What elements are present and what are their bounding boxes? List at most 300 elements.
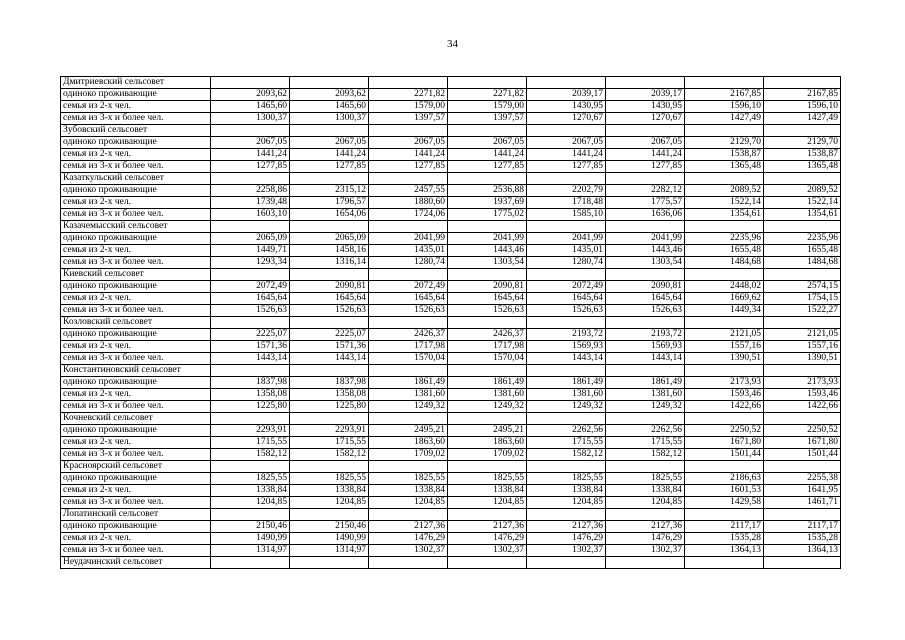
empty-cell (527, 269, 606, 281)
row-label: одиноко проживающие (61, 329, 211, 341)
value-cell: 1775,57 (606, 197, 685, 209)
empty-cell (527, 557, 606, 569)
value-cell: 1270,67 (527, 113, 606, 125)
value-cell: 2093,62 (290, 89, 369, 101)
empty-cell (211, 413, 290, 425)
row-label: семья из 2-х чел. (61, 245, 211, 257)
value-cell: 2293,91 (211, 425, 290, 437)
table-row (61, 113, 841, 125)
value-cell: 1435,01 (369, 245, 448, 257)
section-title: Казаткульский сельсовет (61, 173, 211, 185)
table-row (61, 497, 841, 509)
empty-cell (685, 509, 764, 521)
value-cell: 1538,87 (764, 149, 841, 161)
value-cell: 2090,81 (448, 281, 527, 293)
value-cell: 2495,21 (369, 425, 448, 437)
value-cell: 1526,63 (369, 305, 448, 317)
value-cell: 1538,87 (685, 149, 764, 161)
value-cell: 1302,37 (448, 545, 527, 557)
value-cell: 1303,54 (448, 257, 527, 269)
table-row (61, 425, 841, 437)
value-cell: 1796,57 (290, 197, 369, 209)
table-row (61, 485, 841, 497)
value-cell: 2127,36 (606, 521, 685, 533)
value-cell: 1526,63 (211, 305, 290, 317)
value-cell: 2041,99 (527, 233, 606, 245)
row-label: семья из 2-х чел. (61, 101, 211, 113)
value-cell: 1669,62 (685, 293, 764, 305)
row-label: семья из 3-х и более чел. (61, 449, 211, 461)
value-cell: 1381,60 (369, 389, 448, 401)
table-row (61, 257, 841, 269)
value-cell: 1593,46 (764, 389, 841, 401)
section-header-row (61, 461, 841, 473)
row-label: семья из 2-х чел. (61, 533, 211, 545)
value-cell: 1441,24 (527, 149, 606, 161)
value-cell: 2041,99 (606, 233, 685, 245)
value-cell: 2041,99 (369, 233, 448, 245)
value-cell: 2093,62 (211, 89, 290, 101)
value-cell: 1754,15 (764, 293, 841, 305)
value-cell: 1204,85 (211, 497, 290, 509)
empty-cell (527, 461, 606, 473)
row-label: одиноко проживающие (61, 137, 211, 149)
value-cell: 2117,17 (685, 521, 764, 533)
row-label: семья из 3-х и более чел. (61, 545, 211, 557)
value-cell: 1381,60 (606, 389, 685, 401)
empty-cell (448, 365, 527, 377)
value-cell: 1641,95 (764, 485, 841, 497)
value-cell: 2235,96 (764, 233, 841, 245)
value-cell: 1861,49 (527, 377, 606, 389)
empty-cell (369, 125, 448, 137)
empty-cell (448, 461, 527, 473)
empty-cell (290, 77, 369, 89)
value-cell: 1579,00 (448, 101, 527, 113)
value-cell: 1593,46 (685, 389, 764, 401)
value-cell: 1557,16 (764, 341, 841, 353)
value-cell: 1422,66 (764, 401, 841, 413)
value-cell: 1654,06 (290, 209, 369, 221)
empty-cell (448, 557, 527, 569)
empty-cell (290, 173, 369, 185)
value-cell: 1636,06 (606, 209, 685, 221)
table-row (61, 89, 841, 101)
value-cell: 1204,85 (448, 497, 527, 509)
section-header-row (61, 125, 841, 137)
value-cell: 1461,71 (764, 497, 841, 509)
value-cell: 2090,81 (606, 281, 685, 293)
table-row (61, 353, 841, 365)
value-cell: 1596,10 (685, 101, 764, 113)
table-row (61, 149, 841, 161)
value-cell: 1270,67 (606, 113, 685, 125)
value-cell: 1582,12 (211, 449, 290, 461)
empty-cell (685, 173, 764, 185)
value-cell: 1443,14 (606, 353, 685, 365)
empty-cell (527, 125, 606, 137)
value-cell: 1441,24 (369, 149, 448, 161)
section-header-row (61, 77, 841, 89)
table-row (61, 197, 841, 209)
value-cell: 1465,60 (211, 101, 290, 113)
empty-cell (764, 317, 841, 329)
value-cell: 2225,07 (211, 329, 290, 341)
section-header-row (61, 557, 841, 569)
empty-cell (369, 365, 448, 377)
value-cell: 1338,84 (290, 485, 369, 497)
value-cell: 1522,14 (685, 197, 764, 209)
value-cell: 2089,52 (764, 185, 841, 197)
section-title: Козловский сельсовет (61, 317, 211, 329)
value-cell: 1937,69 (448, 197, 527, 209)
value-cell: 2072,49 (211, 281, 290, 293)
empty-cell (290, 125, 369, 137)
empty-cell (606, 365, 685, 377)
empty-cell (369, 413, 448, 425)
value-cell: 1570,04 (369, 353, 448, 365)
value-cell: 1715,55 (290, 437, 369, 449)
value-cell: 1582,12 (527, 449, 606, 461)
value-cell: 1861,49 (448, 377, 527, 389)
value-cell: 1825,55 (211, 473, 290, 485)
value-cell: 1302,37 (527, 545, 606, 557)
empty-cell (211, 557, 290, 569)
row-label: семья из 2-х чел. (61, 341, 211, 353)
value-cell: 1557,16 (685, 341, 764, 353)
value-cell: 2129,70 (764, 137, 841, 149)
table-row (61, 101, 841, 113)
value-cell: 2448,02 (685, 281, 764, 293)
value-cell: 2235,96 (685, 233, 764, 245)
section-header-row (61, 509, 841, 521)
table-row (61, 293, 841, 305)
empty-cell (448, 173, 527, 185)
tariff-table (60, 76, 841, 569)
row-label: семья из 3-х и более чел. (61, 113, 211, 125)
table-row (61, 329, 841, 341)
value-cell: 1338,84 (527, 485, 606, 497)
row-label: семья из 3-х и более чел. (61, 257, 211, 269)
value-cell: 1490,99 (290, 533, 369, 545)
value-cell: 1249,32 (448, 401, 527, 413)
value-cell: 1316,14 (290, 257, 369, 269)
empty-cell (290, 413, 369, 425)
section-header-row (61, 221, 841, 233)
empty-cell (685, 557, 764, 569)
empty-cell (369, 221, 448, 233)
value-cell: 2067,05 (606, 137, 685, 149)
value-cell: 1825,55 (369, 473, 448, 485)
value-cell: 1293,34 (211, 257, 290, 269)
value-cell: 1717,98 (369, 341, 448, 353)
table-row (61, 137, 841, 149)
value-cell: 2127,36 (369, 521, 448, 533)
value-cell: 1390,51 (685, 353, 764, 365)
empty-cell (211, 269, 290, 281)
table-row (61, 377, 841, 389)
empty-cell (527, 413, 606, 425)
value-cell: 2067,05 (527, 137, 606, 149)
value-cell: 1671,80 (764, 437, 841, 449)
value-cell: 1277,85 (606, 161, 685, 173)
value-cell: 2121,05 (685, 329, 764, 341)
empty-cell (685, 317, 764, 329)
empty-cell (290, 461, 369, 473)
value-cell: 2067,05 (290, 137, 369, 149)
value-cell: 2072,49 (369, 281, 448, 293)
value-cell: 1655,48 (764, 245, 841, 257)
value-cell: 1314,97 (290, 545, 369, 557)
empty-cell (527, 509, 606, 521)
value-cell: 1358,08 (290, 389, 369, 401)
value-cell: 1277,85 (290, 161, 369, 173)
value-cell: 2457,55 (369, 185, 448, 197)
value-cell: 2271,82 (369, 89, 448, 101)
section-title: Лопатинский сельсовет (61, 509, 211, 521)
value-cell: 1429,58 (685, 497, 764, 509)
value-cell: 1441,24 (211, 149, 290, 161)
section-title: Кочневский сельсовет (61, 413, 211, 425)
table-row (61, 281, 841, 293)
row-label: семья из 2-х чел. (61, 197, 211, 209)
empty-cell (290, 221, 369, 233)
value-cell: 1775,02 (448, 209, 527, 221)
row-label: одиноко проживающие (61, 233, 211, 245)
value-cell: 1365,48 (764, 161, 841, 173)
value-cell: 1526,63 (527, 305, 606, 317)
value-cell: 1569,93 (606, 341, 685, 353)
empty-cell (764, 173, 841, 185)
value-cell: 1645,64 (527, 293, 606, 305)
empty-cell (369, 461, 448, 473)
empty-cell (290, 317, 369, 329)
value-cell: 1569,93 (527, 341, 606, 353)
value-cell: 1522,14 (764, 197, 841, 209)
value-cell: 1441,24 (290, 149, 369, 161)
section-title: Казачемысский сельсовет (61, 221, 211, 233)
empty-cell (448, 269, 527, 281)
value-cell: 1863,60 (369, 437, 448, 449)
value-cell: 1204,85 (527, 497, 606, 509)
empty-cell (369, 317, 448, 329)
value-cell: 1338,84 (606, 485, 685, 497)
value-cell: 1596,10 (764, 101, 841, 113)
value-cell: 1526,63 (290, 305, 369, 317)
row-label: одиноко проживающие (61, 473, 211, 485)
row-label: одиноко проживающие (61, 521, 211, 533)
value-cell: 1582,12 (290, 449, 369, 461)
empty-cell (606, 509, 685, 521)
value-cell: 1458,16 (290, 245, 369, 257)
row-label: семья из 3-х и более чел. (61, 161, 211, 173)
value-cell: 2039,17 (527, 89, 606, 101)
section-header-row (61, 173, 841, 185)
value-cell: 1709,02 (448, 449, 527, 461)
value-cell: 2065,09 (211, 233, 290, 245)
empty-cell (685, 269, 764, 281)
value-cell: 1490,99 (211, 533, 290, 545)
value-cell: 2315,12 (290, 185, 369, 197)
value-cell: 2067,05 (369, 137, 448, 149)
value-cell: 2262,56 (606, 425, 685, 437)
value-cell: 2536,88 (448, 185, 527, 197)
value-cell: 1441,24 (448, 149, 527, 161)
value-cell: 1338,84 (211, 485, 290, 497)
value-cell: 1443,14 (211, 353, 290, 365)
value-cell: 1364,13 (764, 545, 841, 557)
value-cell: 2250,52 (764, 425, 841, 437)
empty-cell (369, 173, 448, 185)
empty-cell (448, 77, 527, 89)
value-cell: 1861,49 (369, 377, 448, 389)
table-row (61, 341, 841, 353)
row-label: семья из 2-х чел. (61, 293, 211, 305)
value-cell: 1476,29 (448, 533, 527, 545)
value-cell: 2090,81 (290, 281, 369, 293)
empty-cell (527, 317, 606, 329)
value-cell: 1476,29 (606, 533, 685, 545)
empty-cell (211, 317, 290, 329)
empty-cell (764, 365, 841, 377)
value-cell: 1300,37 (290, 113, 369, 125)
empty-cell (211, 77, 290, 89)
empty-cell (448, 413, 527, 425)
value-cell: 1571,36 (211, 341, 290, 353)
empty-cell (764, 413, 841, 425)
value-cell: 1381,60 (448, 389, 527, 401)
value-cell: 1645,64 (211, 293, 290, 305)
value-cell: 1825,55 (448, 473, 527, 485)
value-cell: 1277,85 (211, 161, 290, 173)
table-row (61, 245, 841, 257)
value-cell: 1441,24 (606, 149, 685, 161)
empty-cell (290, 509, 369, 521)
value-cell: 1535,28 (764, 533, 841, 545)
value-cell: 2186,63 (685, 473, 764, 485)
value-cell: 1443,14 (290, 353, 369, 365)
value-cell: 2117,17 (764, 521, 841, 533)
table-row (61, 533, 841, 545)
empty-cell (211, 125, 290, 137)
value-cell: 2293,91 (290, 425, 369, 437)
value-cell: 1739,48 (211, 197, 290, 209)
empty-cell (211, 461, 290, 473)
value-cell: 2258,86 (211, 185, 290, 197)
empty-cell (764, 269, 841, 281)
value-cell: 1300,37 (211, 113, 290, 125)
value-cell: 2127,36 (448, 521, 527, 533)
section-header-row (61, 269, 841, 281)
row-label: семья из 2-х чел. (61, 389, 211, 401)
value-cell: 1430,95 (606, 101, 685, 113)
value-cell: 2271,82 (448, 89, 527, 101)
empty-cell (606, 461, 685, 473)
value-cell: 1837,98 (211, 377, 290, 389)
section-title: Киевский сельсовет (61, 269, 211, 281)
value-cell: 1430,95 (527, 101, 606, 113)
value-cell: 1715,55 (211, 437, 290, 449)
empty-cell (290, 269, 369, 281)
row-label: семья из 3-х и более чел. (61, 497, 211, 509)
value-cell: 1280,74 (369, 257, 448, 269)
value-cell: 2495,21 (448, 425, 527, 437)
value-cell: 1435,01 (527, 245, 606, 257)
empty-cell (685, 413, 764, 425)
value-cell: 1465,60 (290, 101, 369, 113)
value-cell: 1526,63 (606, 305, 685, 317)
value-cell: 1585,10 (527, 209, 606, 221)
value-cell: 1861,49 (606, 377, 685, 389)
table-row (61, 521, 841, 533)
value-cell: 1571,36 (290, 341, 369, 353)
value-cell: 2173,93 (764, 377, 841, 389)
value-cell: 1381,60 (527, 389, 606, 401)
row-label: одиноко проживающие (61, 89, 211, 101)
value-cell: 1535,28 (685, 533, 764, 545)
value-cell: 1280,74 (527, 257, 606, 269)
empty-cell (606, 173, 685, 185)
value-cell: 1314,97 (211, 545, 290, 557)
empty-cell (764, 125, 841, 137)
value-cell: 1526,63 (448, 305, 527, 317)
value-cell: 1204,85 (290, 497, 369, 509)
value-cell: 2255,38 (764, 473, 841, 485)
value-cell: 1501,44 (764, 449, 841, 461)
empty-cell (606, 269, 685, 281)
value-cell: 1204,85 (606, 497, 685, 509)
empty-cell (369, 77, 448, 89)
empty-cell (527, 77, 606, 89)
table-body (61, 77, 841, 569)
empty-cell (448, 125, 527, 137)
value-cell: 2426,37 (448, 329, 527, 341)
value-cell: 1501,44 (685, 449, 764, 461)
value-cell: 2127,36 (527, 521, 606, 533)
value-cell: 2426,37 (369, 329, 448, 341)
value-cell: 1443,46 (606, 245, 685, 257)
value-cell: 1645,64 (448, 293, 527, 305)
value-cell: 1277,85 (448, 161, 527, 173)
empty-cell (290, 557, 369, 569)
empty-cell (290, 365, 369, 377)
value-cell: 1522,27 (764, 305, 841, 317)
value-cell: 1449,71 (211, 245, 290, 257)
empty-cell (685, 461, 764, 473)
value-cell: 1249,32 (369, 401, 448, 413)
value-cell: 2202,79 (527, 185, 606, 197)
value-cell: 1484,68 (685, 257, 764, 269)
empty-cell (764, 509, 841, 521)
value-cell: 2250,52 (685, 425, 764, 437)
empty-cell (606, 557, 685, 569)
value-cell: 1476,29 (527, 533, 606, 545)
table-row (61, 389, 841, 401)
row-label: семья из 3-х и более чел. (61, 353, 211, 365)
empty-cell (764, 461, 841, 473)
value-cell: 1717,98 (448, 341, 527, 353)
empty-cell (606, 221, 685, 233)
value-cell: 1715,55 (606, 437, 685, 449)
table-row (61, 545, 841, 557)
value-cell: 2193,72 (606, 329, 685, 341)
table-row (61, 401, 841, 413)
value-cell: 1601,53 (685, 485, 764, 497)
section-title: Неудачинский сельсовет (61, 557, 211, 569)
value-cell: 1358,08 (211, 389, 290, 401)
value-cell: 1715,55 (527, 437, 606, 449)
empty-cell (606, 413, 685, 425)
